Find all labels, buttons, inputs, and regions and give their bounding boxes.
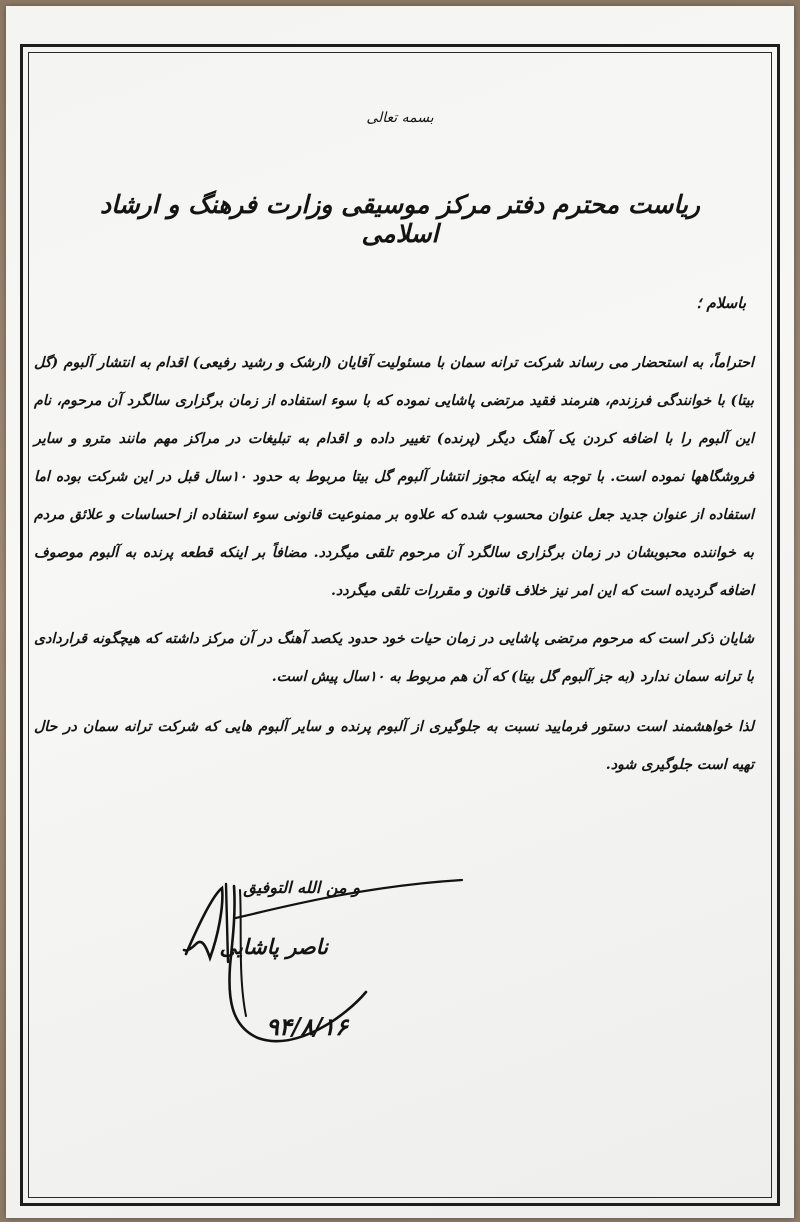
paragraph-mention: شایان ذکر است که مرحوم مرتضی پاشایی در زمان حیات خود حدود یکصد آهنگ در آن مرکز داشته که هیچگونه قراردادی با ترانه سمان ندارد (به جز آلبوم گل بیتا) که آن هم مربوط به ۱۰سال پیش است. xyxy=(34,631,754,685)
letter-date: ۹۴/۸/۱۶ xyxy=(266,1012,348,1041)
signer-name: ناصر پاشایی xyxy=(219,934,328,959)
letter-sheet xyxy=(6,6,794,1218)
paragraph-main: احتراماً، به استحضار می رساند شرکت ترانه سمان با مسئولیت آقایان (ارشک و رشید رفیعی) اقدام به انتشار آلبوم (گل بیتا) با خوانندگی فرزندم، هنرمند فقید مرتضی پاشایی نموده که با سوء استفاده از زمان برگزاری سالگرد آن مرحوم، نام این آلبوم را با اضافه کردن یک آهنگ دیگر (پرنده) تغییر داده و اقدام به تبلیغات در مراکز مهم مانند مترو و سایر فروشگاهها نموده است. با توجه به اینکه مجوز انتشار آلبوم گل بیتا مربوط به حدود ۱۰سال قبل در این شرکت بوده اما استفاده از عنوان جدید جعل عنوان محسوب شده که علاوه بر ممنوعیت قانونی سوء استفاده از احساسات و علائق مردم به خواننده محبوبشان در زمان برگزاری سالگرد آن مرحوم تلقی میگردد. مضافاً بر اینکه قطعه پرنده به آلبوم موصوف اضافه گردیده است که این امر نیز خلاف قانون و مقررات تلقی میگردد. xyxy=(34,355,754,599)
letter-heading: ریاست محترم دفتر مرکز موسیقی وزارت فرهنگ و ارشاد اسلامی xyxy=(99,190,701,248)
letter-body xyxy=(34,344,754,784)
closing-phrase: و من الله التوفیق xyxy=(243,878,360,897)
paragraph-request: لذا خواهشمند است دستور فرمایید نسبت به جلوگیری از آلبوم پرنده و سایر آلبوم هایی که شرکت ترانه سمان در حال تهیه است جلوگیری شود. xyxy=(34,719,754,773)
letter-greeting: باسلام ؛ xyxy=(696,294,746,312)
bismillah-header: بسمه تعالی xyxy=(366,110,434,126)
